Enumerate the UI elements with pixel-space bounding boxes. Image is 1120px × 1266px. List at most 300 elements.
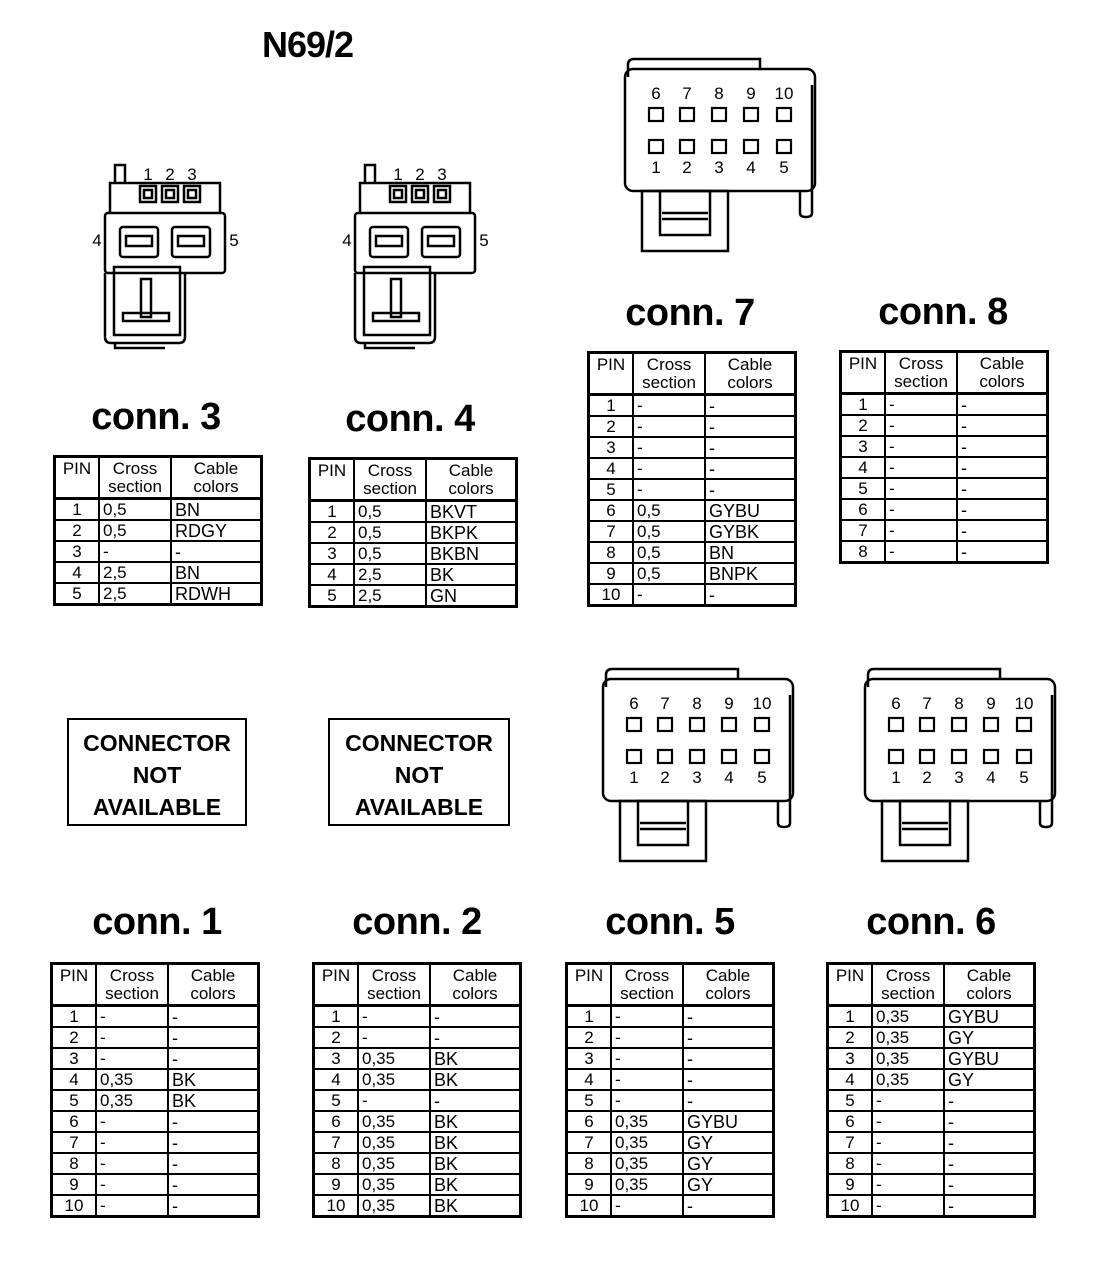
pin-label: 7	[922, 694, 932, 713]
cross-section-cell: 0,35	[611, 1111, 683, 1132]
cable-color-cell: GY	[683, 1174, 774, 1195]
cable-color-cell: -	[168, 1111, 259, 1132]
pin-number-cell: 1	[314, 1006, 359, 1028]
cross-section-cell: -	[885, 415, 957, 436]
cable-color-cell: BK	[430, 1132, 521, 1153]
pin-label: 8	[714, 84, 724, 103]
header-cable-colors	[944, 964, 1035, 1006]
cable-color-cell: BKPK	[426, 522, 517, 543]
cross-section-cell: -	[872, 1090, 944, 1111]
conn-3-title: conn. 3	[91, 396, 221, 438]
connector-outline	[642, 191, 728, 251]
pin-number-cell: 6	[841, 499, 886, 520]
table-row	[828, 1111, 1035, 1132]
header-pin: PIN	[828, 964, 873, 1006]
pin-socket	[952, 718, 966, 731]
pin-number-cell: 4	[567, 1069, 612, 1090]
cross-section-cell: 0,5	[99, 499, 171, 521]
pin-label-5: 5	[229, 231, 239, 250]
table-row	[841, 457, 1048, 478]
header-line: Cross	[885, 966, 931, 985]
table-row	[52, 1174, 259, 1195]
cross-section-cell: -	[633, 479, 705, 500]
pin-label: 5	[1019, 768, 1029, 787]
pin-number-cell: 3	[310, 543, 355, 564]
pin-number-cell: 9	[589, 563, 634, 584]
header-line: Cable	[448, 461, 494, 480]
cross-section-cell: -	[633, 395, 705, 417]
cable-color-cell: -	[430, 1090, 521, 1111]
table-row	[589, 458, 796, 479]
pin-number-cell: 4	[589, 458, 634, 479]
cable-color-cell: -	[168, 1153, 259, 1174]
pin-number-cell: 3	[314, 1048, 359, 1069]
conn-6-title: conn. 6	[866, 901, 996, 943]
cross-section-cell: 0,35	[358, 1111, 430, 1132]
header-line: Cable	[190, 966, 236, 985]
pin-number-cell: 7	[52, 1132, 97, 1153]
cross-section-cell: 2,5	[354, 564, 426, 585]
na-line: CONNECTOR	[345, 730, 493, 756]
pin-socket	[627, 750, 641, 763]
header-line: section	[105, 984, 159, 1003]
table-row	[828, 1174, 1035, 1195]
header-line: colors	[190, 984, 236, 1003]
pin-number-cell: 5	[841, 478, 886, 499]
cross-section-cell: -	[872, 1132, 944, 1153]
pin-number-cell: 1	[52, 1006, 97, 1028]
cross-section-cell: -	[611, 1090, 683, 1111]
pin-label-2: 2	[415, 165, 425, 184]
header-cross-section	[611, 964, 683, 1006]
pin-number-cell: 3	[55, 541, 100, 562]
header-pin: PIN	[314, 964, 359, 1006]
connector-outline	[778, 695, 790, 827]
header-line: section	[363, 479, 417, 498]
pin-socket	[712, 108, 726, 121]
header-line: Cross	[646, 355, 692, 374]
cross-section-cell: 0,5	[354, 543, 426, 564]
cable-color-cell: BK	[430, 1174, 521, 1195]
pin-label: 9	[746, 84, 756, 103]
cross-section-cell: -	[96, 1132, 168, 1153]
cross-section-cell: 0,5	[633, 500, 705, 521]
cable-color-cell: BN	[705, 542, 796, 563]
pin-number-cell: 8	[567, 1153, 612, 1174]
na-line: NOT	[394, 762, 444, 788]
table-row	[567, 1132, 774, 1153]
table-row	[841, 394, 1048, 416]
pin-label: 1	[651, 158, 661, 177]
pin-number-cell: 5	[55, 583, 100, 605]
cable-color-cell: BNPK	[705, 563, 796, 584]
header-line: Cable	[966, 966, 1012, 985]
header-line: Cable	[452, 966, 498, 985]
cable-color-cell: GY	[944, 1069, 1035, 1090]
cross-section-cell: 0,5	[633, 521, 705, 542]
table-row	[52, 1006, 259, 1028]
table-row	[841, 478, 1048, 499]
cable-color-cell: -	[944, 1195, 1035, 1217]
header-line: section	[894, 372, 948, 391]
table-row	[828, 1153, 1035, 1174]
pin-label: 3	[954, 768, 964, 787]
cable-color-cell: -	[683, 1195, 774, 1217]
cable-color-cell: RDGY	[171, 520, 262, 541]
pin-socket	[889, 750, 903, 763]
header-cable-colors	[683, 964, 774, 1006]
header-pin: PIN	[841, 352, 886, 394]
pin-label: 8	[954, 694, 964, 713]
header-cable-colors	[426, 459, 517, 501]
table-row	[314, 1027, 521, 1048]
table-row	[589, 584, 796, 606]
pin-number-cell: 5	[567, 1090, 612, 1111]
cable-color-cell: -	[705, 395, 796, 417]
header-cross-section	[633, 353, 705, 395]
cross-section-cell: -	[885, 541, 957, 563]
cable-color-cell: -	[168, 1048, 259, 1069]
header-pin: PIN	[310, 459, 355, 501]
header-cross-section	[872, 964, 944, 1006]
cross-section-cell: -	[885, 457, 957, 478]
header-line: colors	[979, 372, 1025, 391]
cross-section-cell: -	[633, 437, 705, 458]
table-row	[828, 1132, 1035, 1153]
pin-label-3: 3	[187, 165, 197, 184]
pin-number-cell: 8	[314, 1153, 359, 1174]
table-row	[828, 1195, 1035, 1217]
pin-number-cell: 9	[567, 1174, 612, 1195]
cable-color-cell: -	[168, 1027, 259, 1048]
pin-number-cell: 6	[567, 1111, 612, 1132]
cable-color-cell: -	[957, 457, 1048, 478]
cross-section-cell: -	[96, 1111, 168, 1132]
table-row	[52, 1111, 259, 1132]
table-row	[589, 563, 796, 584]
cable-color-cell: BK	[430, 1195, 521, 1217]
header-line: Cable	[705, 966, 751, 985]
header-line: Cross	[898, 354, 944, 373]
table-row	[314, 1048, 521, 1069]
cable-color-cell: -	[168, 1132, 259, 1153]
pin-table-conn-3	[53, 455, 263, 606]
cable-color-cell: -	[683, 1048, 774, 1069]
cable-color-cell: -	[957, 415, 1048, 436]
table-row	[55, 583, 262, 605]
table-row	[310, 522, 517, 543]
pin-label-3: 3	[437, 165, 447, 184]
header-line: colors	[727, 373, 773, 392]
pin-number-cell: 6	[52, 1111, 97, 1132]
pin-table-conn-7	[587, 351, 797, 607]
cross-section-cell: -	[611, 1048, 683, 1069]
pin-number-cell: 2	[841, 415, 886, 436]
cable-color-cell: GYBU	[944, 1048, 1035, 1069]
table-row	[310, 501, 517, 523]
connector-outline	[662, 213, 708, 219]
pin-number-cell: 2	[55, 520, 100, 541]
pin-label: 8	[692, 694, 702, 713]
connector-not-available-box-2	[328, 718, 510, 826]
table-row	[589, 521, 796, 542]
pin-socket	[627, 718, 641, 731]
cross-section-cell: 0,35	[358, 1069, 430, 1090]
pin-socket	[680, 140, 694, 153]
cable-color-cell: -	[705, 437, 796, 458]
table-row	[828, 1069, 1035, 1090]
cross-section-cell: -	[885, 436, 957, 457]
pin-number-cell: 4	[841, 457, 886, 478]
cross-section-cell: 0,35	[872, 1069, 944, 1090]
pin-label: 2	[922, 768, 932, 787]
header-cable-colors	[705, 353, 796, 395]
cable-color-cell: -	[944, 1174, 1035, 1195]
cable-color-cell: -	[957, 499, 1048, 520]
header-cross-section	[96, 964, 168, 1006]
header-line: colors	[966, 984, 1012, 1003]
pin-label: 4	[746, 158, 756, 177]
header-line: Cable	[193, 459, 239, 478]
cable-color-cell: GN	[426, 585, 517, 607]
pin-number-cell: 1	[567, 1006, 612, 1028]
pin-socket	[722, 718, 736, 731]
connector-outline	[800, 85, 812, 217]
pin-number-cell: 1	[828, 1006, 873, 1028]
pin-label: 7	[660, 694, 670, 713]
connector-6-drawing	[860, 665, 1060, 865]
table-row	[841, 499, 1048, 520]
table-row	[55, 562, 262, 583]
cross-section-cell: -	[96, 1027, 168, 1048]
cross-section-cell: 2,5	[99, 562, 171, 583]
header-pin: PIN	[567, 964, 612, 1006]
cable-color-cell: -	[957, 520, 1048, 541]
cable-color-cell: BK	[168, 1090, 259, 1111]
table-row	[55, 499, 262, 521]
header-line: colors	[452, 984, 498, 1003]
table-row	[52, 1069, 259, 1090]
table-row	[314, 1111, 521, 1132]
header-line: Cross	[371, 966, 417, 985]
cable-color-cell: BN	[171, 499, 262, 521]
cross-section-cell: -	[96, 1006, 168, 1028]
cable-color-cell: -	[168, 1174, 259, 1195]
pin-number-cell: 8	[841, 541, 886, 563]
cable-color-cell: -	[957, 541, 1048, 563]
pin-label: 1	[629, 768, 639, 787]
pin-number-cell: 5	[52, 1090, 97, 1111]
cross-section-cell: -	[885, 499, 957, 520]
pin-label: 2	[660, 768, 670, 787]
cross-section-cell: -	[358, 1006, 430, 1028]
conn-5-title: conn. 5	[605, 901, 735, 943]
pin-label: 6	[651, 84, 661, 103]
cross-section-cell: -	[872, 1153, 944, 1174]
header-line: section	[642, 373, 696, 392]
table-row	[589, 542, 796, 563]
pin-number-cell: 6	[589, 500, 634, 521]
cross-section-cell: -	[633, 458, 705, 479]
connector-outline	[902, 823, 948, 829]
cable-color-cell: -	[957, 478, 1048, 499]
pin-number-cell: 10	[589, 584, 634, 606]
cross-section-cell: -	[885, 520, 957, 541]
pin-number-cell: 7	[589, 521, 634, 542]
header-line: section	[620, 984, 674, 1003]
table-row	[52, 1090, 259, 1111]
connector-outline	[620, 801, 706, 861]
cable-color-cell: GYBK	[705, 521, 796, 542]
cross-section-cell: -	[872, 1195, 944, 1217]
cable-color-cell: -	[168, 1195, 259, 1217]
pin-socket	[984, 750, 998, 763]
pin-table-conn-8	[839, 350, 1049, 564]
cross-section-cell: -	[96, 1048, 168, 1069]
pin-number-cell: 7	[567, 1132, 612, 1153]
pin-label: 3	[714, 158, 724, 177]
pin-number-cell: 7	[828, 1132, 873, 1153]
table-row	[55, 520, 262, 541]
cross-section-cell: 0,5	[633, 563, 705, 584]
na-line: AVAILABLE	[92, 794, 222, 820]
pin-number-cell: 4	[310, 564, 355, 585]
pin-label: 5	[779, 158, 789, 177]
header-line: section	[108, 477, 162, 496]
pin-number-cell: 7	[841, 520, 886, 541]
cross-section-cell: -	[885, 394, 957, 416]
pin-number-cell: 6	[828, 1111, 873, 1132]
cross-section-cell: 0,35	[872, 1027, 944, 1048]
pin-socket	[920, 718, 934, 731]
pin-number-cell: 10	[567, 1195, 612, 1217]
table-row	[52, 1048, 259, 1069]
cross-section-cell: 0,35	[611, 1153, 683, 1174]
cross-section-cell: 0,5	[354, 522, 426, 543]
pin-number-cell: 1	[310, 501, 355, 523]
cross-section-cell: 0,5	[354, 501, 426, 523]
pin-table-conn-5	[565, 962, 775, 1218]
header-line: section	[881, 984, 935, 1003]
header-line: Cross	[109, 966, 155, 985]
table-row	[55, 541, 262, 562]
cross-section-cell: 2,5	[354, 585, 426, 607]
cross-section-cell: -	[99, 541, 171, 562]
pin-label: 10	[1014, 694, 1034, 713]
pin-number-cell: 9	[52, 1174, 97, 1195]
connector-not-available-box-1	[67, 718, 247, 826]
pin-label: 2	[682, 158, 692, 177]
cable-color-cell: GY	[944, 1027, 1035, 1048]
cross-section-cell: 0,5	[99, 520, 171, 541]
pin-number-cell: 8	[828, 1153, 873, 1174]
cable-color-cell: BK	[430, 1111, 521, 1132]
cable-color-cell: -	[683, 1090, 774, 1111]
connector-outline	[640, 823, 686, 829]
cross-section-cell: -	[96, 1174, 168, 1195]
table-header-row	[841, 352, 1048, 394]
pin-number-cell: 3	[841, 436, 886, 457]
cable-color-cell: BK	[168, 1069, 259, 1090]
cable-color-cell: -	[171, 541, 262, 562]
table-row	[567, 1006, 774, 1028]
pin-socket	[755, 718, 769, 731]
table-row	[567, 1195, 774, 1217]
pin-number-cell: 5	[589, 479, 634, 500]
header-line: Cable	[727, 355, 773, 374]
cross-section-cell: -	[611, 1006, 683, 1028]
cable-color-cell: -	[944, 1153, 1035, 1174]
pin-socket	[690, 718, 704, 731]
cable-color-cell: -	[683, 1006, 774, 1028]
pin-socket	[690, 750, 704, 763]
cable-color-cell: BN	[171, 562, 262, 583]
pin-socket	[722, 750, 736, 763]
table-row	[314, 1069, 521, 1090]
cross-section-cell: -	[358, 1090, 430, 1111]
table-header-row	[589, 353, 796, 395]
na-line: AVAILABLE	[354, 794, 484, 820]
cross-section-cell: 0,35	[872, 1006, 944, 1028]
cross-section-cell: -	[633, 416, 705, 437]
pin-table-conn-4	[308, 457, 518, 608]
cross-section-cell: -	[885, 478, 957, 499]
pin-number-cell: 2	[310, 522, 355, 543]
header-line: section	[367, 984, 421, 1003]
table-row	[567, 1048, 774, 1069]
cross-section-cell: -	[872, 1174, 944, 1195]
table-row	[314, 1090, 521, 1111]
pin-socket	[889, 718, 903, 731]
pin-number-cell: 4	[52, 1069, 97, 1090]
header-cable-colors	[957, 352, 1048, 394]
cable-color-cell: GY	[683, 1153, 774, 1174]
pin-number-cell: 8	[589, 542, 634, 563]
table-row	[828, 1048, 1035, 1069]
table-header-row	[52, 964, 259, 1006]
table-row	[841, 541, 1048, 563]
table-row	[52, 1195, 259, 1217]
small-connector-shape	[105, 165, 225, 348]
table-row	[310, 585, 517, 607]
cable-color-cell: -	[944, 1090, 1035, 1111]
cross-section-cell: 0,35	[358, 1195, 430, 1217]
conn-1-title: conn. 1	[92, 901, 222, 943]
pin-label: 1	[891, 768, 901, 787]
pin-label: 4	[986, 768, 996, 787]
pin-number-cell: 6	[314, 1111, 359, 1132]
pin-socket	[920, 750, 934, 763]
pin-label: 4	[724, 768, 734, 787]
conn-4-title: conn. 4	[345, 398, 475, 440]
pin-socket	[777, 108, 791, 121]
cable-color-cell: -	[705, 458, 796, 479]
cross-section-cell: -	[611, 1195, 683, 1217]
pin-socket	[744, 108, 758, 121]
table-header-row	[567, 964, 774, 1006]
pin-socket	[658, 718, 672, 731]
header-pin: PIN	[589, 353, 634, 395]
connector-3-drawing	[85, 155, 255, 350]
pin-number-cell: 9	[828, 1174, 873, 1195]
pin-number-cell: 3	[567, 1048, 612, 1069]
pin-label: 6	[891, 694, 901, 713]
na-line: CONNECTOR	[83, 730, 231, 756]
pin-number-cell: 7	[314, 1132, 359, 1153]
pin-label-4: 4	[342, 231, 352, 250]
cable-color-cell: BK	[430, 1153, 521, 1174]
pin-number-cell: 5	[310, 585, 355, 607]
